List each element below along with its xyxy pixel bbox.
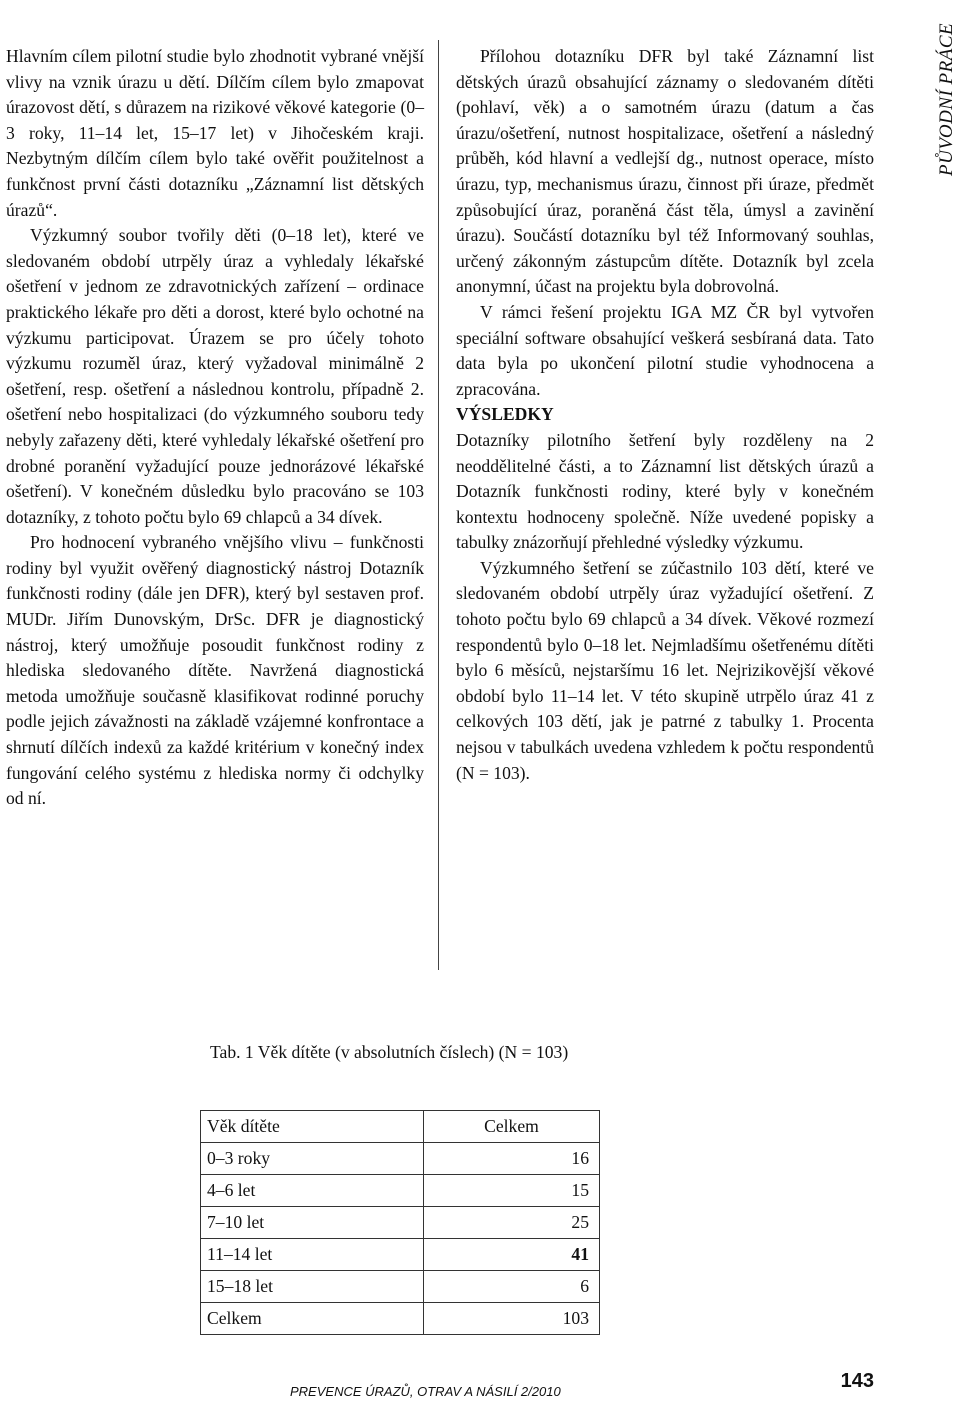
row-label: 11–14 let bbox=[201, 1239, 424, 1271]
age-table bbox=[200, 1110, 600, 1335]
paragraph: Přílohou dotazníku DFR byl také Záznamní list dětských úrazů obsahující záznamy o sledovaném dítěti (pohlaví, věk) a o samotném úrazu (datum a čas úrazu/ošetření, nutnost hospitalizace, ošetření a následný průběh, kód hlavní a vedlejší dg., nutnost operace, místo úrazu, typ, mechanismus úrazu, činnost při úraze, předmět způsobující úraz, poraněná část těla, úmysl a zavinění úrazu). Součástí dotazníku byl též Informovaný souhlas, určený zákonným zástupcům dítěte. Dotazník byl zcela anonymní, účast na projektu byla dobrovolná. bbox=[456, 46, 874, 297]
header-age: Věk dítěte bbox=[201, 1111, 424, 1143]
paragraph: V rámci řešení projektu IGA MZ ČR byl vytvořen speciální software obsahující veškerá sesbíraná data. Tato data byla po ukončení pilotní studie vyhodnocena a zpracována. bbox=[456, 301, 874, 399]
row-label: 0–3 roky bbox=[201, 1143, 424, 1175]
row-value: 6 bbox=[423, 1271, 599, 1303]
table-row bbox=[201, 1271, 600, 1303]
paragraph: Výzkumný soubor tvořily děti (0–18 let), které ve sledovaném období utrpěly úraz a vyhledaly lékařské ošetření v jednom ze zdravotnických zařízení – ordinace praktického lékaře pro děti a dorost, které bylo ochotné na výzkumu participovat. Úrazem se pro účely tohoto výzkumu rozuměl úraz, který vyžadoval minimálně 2 ošetření, resp. ošetření a následnou kontrolu, případně 2. ošetření nebo hospitalizaci (do výzkumného souboru tedy nebyly zařazeny děti, které vyhledaly lékařské ošetření pro drobné poranění vyžadující pouze jednorázové lékařské ošetření). V konečném důsledku bylo pracováno se 103 dotazníky, z tohoto počtu bylo 69 chlapců a 34 dívek. bbox=[6, 225, 424, 527]
paragraph: Dotazníky pilotního šetření byly rozděleny na 2 neoddělitelné části, a to Záznamní list dětských úrazů a Dotazník funkčnosti rodiny, které byly v konečném kontextu hodnoceny společně. Níže uvedené popisky a tabulky znázorňují přehledné výsledky výzkumu. bbox=[456, 429, 874, 553]
row-label: 7–10 let bbox=[201, 1207, 424, 1239]
table-row bbox=[201, 1239, 600, 1271]
row-label: Celkem bbox=[201, 1303, 424, 1335]
row-value: 25 bbox=[423, 1207, 599, 1239]
paragraph: Pro hodnocení vybraného vnějšího vlivu – funkčnosti rodiny byl využit ověřený diagnostický nástroj Dotazník funkčnosti rodiny (dále jen DFR), který byl sestaven prof. MUDr. Jiřím Dunovským, DrSc. DFR je diagnostický nástroj, který umožňuje posoudit funkčnost rodiny z hlediska sledovaného dítěte. Navržená diagnostická metoda umožňuje současně klasifikovat rodinné poruchy podle jejich závažnosti na základě vzájemné konfrontace a shrnutí dílčích indexů za každé kritérium v konečný index fungování celého systému z hlediska normy či odchylky od ní. bbox=[6, 532, 424, 809]
table-row bbox=[201, 1143, 600, 1175]
table-row bbox=[201, 1175, 600, 1207]
row-label: 15–18 let bbox=[201, 1271, 424, 1303]
row-label: 4–6 let bbox=[201, 1175, 424, 1207]
journal-footer: PREVENCE ÚRAZŮ, OTRAV A NÁSILÍ 2/2010 bbox=[290, 1384, 561, 1399]
table-caption: Tab. 1 Věk dítěte (v absolutních číslech) (N = 103) bbox=[210, 1042, 569, 1062]
row-value: 15 bbox=[423, 1175, 599, 1207]
column-divider bbox=[438, 40, 439, 970]
paragraph: Hlavním cílem pilotní studie bylo zhodnotit vybrané vnější vlivy na vznik úrazu u dětí. Dílčím cílem bylo zmapovat úrazovost dětí, s důrazem na rizikové věkové kategorie (0–3 roky, 11–14 let, 15–17 let) v Jihočeském kraji. Nezbytným dílčím cílem bylo také ověřit použitelnost a funkčnost první části dotazníku „Záznamní list dětských úrazů“. bbox=[6, 46, 424, 220]
paragraph: Výzkumného šetření se zúčastnilo 103 dětí, které ve sledovaném období utrpěly úraz vyžadující ošetření. Z tohoto počtu bylo 69 chlapců a 34 dívek. Věkové rozmezí respondentů bylo 0–18 let. Nejmladšímu ošetřenému dítěti bylo 6 měsíců, nejstaršímu 16 let. Nejrizikovější věkové období bylo 11–14 let. V této skupině utrpělo úraz 41 z celkových 103 dětí, jak je patrné z tabulky 1. Procenta nejsou v tabulkách uvedena vzhledem k počtu respondentů (N = 103). bbox=[456, 557, 874, 783]
left-column bbox=[6, 44, 424, 812]
page-number: 143 bbox=[840, 1370, 874, 1392]
table-header-row bbox=[201, 1111, 600, 1143]
table-row bbox=[201, 1207, 600, 1239]
row-value-highlight: 41 bbox=[423, 1239, 599, 1271]
row-value: 103 bbox=[423, 1303, 599, 1335]
section-heading: VÝSLEDKY bbox=[456, 404, 554, 425]
right-column bbox=[456, 44, 874, 786]
table-row-total bbox=[201, 1303, 600, 1335]
section-label: PŮVODNÍ PRÁCE bbox=[936, 22, 957, 176]
header-total: Celkem bbox=[423, 1111, 599, 1143]
row-value: 16 bbox=[423, 1143, 599, 1175]
